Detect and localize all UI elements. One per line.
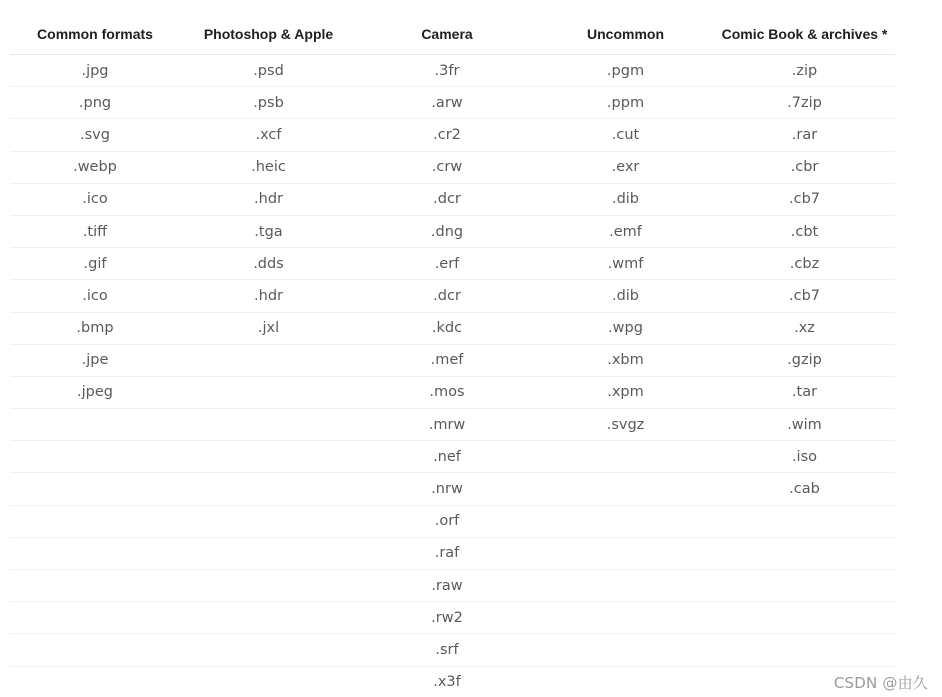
cell-common-formats: [10, 666, 180, 697]
cell-uncommon: .wpg: [537, 312, 714, 344]
table-row: [10, 602, 895, 634]
cell-photoshop-apple: .xcf: [180, 119, 357, 151]
table-row: [10, 344, 895, 376]
table-row: [10, 376, 895, 408]
cell-photoshop-apple: [180, 344, 357, 376]
cell-common-formats: .bmp: [10, 312, 180, 344]
table-row: [10, 280, 895, 312]
cell-comic-book-archives: .xz: [714, 312, 895, 344]
cell-uncommon: .emf: [537, 215, 714, 247]
cell-uncommon: [537, 537, 714, 569]
table-row: [10, 441, 895, 473]
cell-comic-book-archives: [714, 634, 895, 666]
table-row: [10, 215, 895, 247]
cell-photoshop-apple: [180, 376, 357, 408]
header-row: [10, 14, 895, 55]
cell-uncommon: [537, 602, 714, 634]
cell-common-formats: .ico: [10, 183, 180, 215]
cell-comic-book-archives: .wim: [714, 409, 895, 441]
cell-photoshop-apple: [180, 537, 357, 569]
cell-photoshop-apple: .psd: [180, 55, 357, 87]
cell-common-formats: [10, 409, 180, 441]
cell-photoshop-apple: .dds: [180, 248, 357, 280]
cell-camera: .rw2: [357, 602, 537, 634]
cell-uncommon: .dib: [537, 280, 714, 312]
table-row: [10, 570, 895, 602]
table-body: [10, 55, 895, 697]
header-photoshop-apple: Photoshop & Apple: [180, 14, 357, 55]
cell-photoshop-apple: [180, 505, 357, 537]
cell-common-formats: .ico: [10, 280, 180, 312]
cell-photoshop-apple: [180, 602, 357, 634]
cell-camera: .mos: [357, 376, 537, 408]
cell-common-formats: .tiff: [10, 215, 180, 247]
cell-photoshop-apple: [180, 409, 357, 441]
cell-uncommon: .xpm: [537, 376, 714, 408]
cell-common-formats: [10, 634, 180, 666]
cell-comic-book-archives: .7zip: [714, 87, 895, 119]
cell-comic-book-archives: [714, 602, 895, 634]
cell-uncommon: [537, 473, 714, 505]
cell-comic-book-archives: .cbr: [714, 151, 895, 183]
cell-comic-book-archives: .cbz: [714, 248, 895, 280]
cell-common-formats: [10, 505, 180, 537]
cell-camera: .nrw: [357, 473, 537, 505]
cell-comic-book-archives: [714, 537, 895, 569]
cell-comic-book-archives: .cb7: [714, 183, 895, 215]
cell-common-formats: .jpeg: [10, 376, 180, 408]
header-comic-book-archives: Comic Book & archives *: [714, 14, 895, 55]
header-uncommon: Uncommon: [537, 14, 714, 55]
formats-table: [10, 14, 895, 697]
cell-uncommon: [537, 666, 714, 697]
cell-comic-book-archives: .cab: [714, 473, 895, 505]
cell-comic-book-archives: .tar: [714, 376, 895, 408]
table-row: [10, 312, 895, 344]
header-camera: Camera: [357, 14, 537, 55]
cell-camera: .dng: [357, 215, 537, 247]
cell-camera: .nef: [357, 441, 537, 473]
cell-uncommon: [537, 505, 714, 537]
cell-common-formats: [10, 537, 180, 569]
cell-comic-book-archives: .gzip: [714, 344, 895, 376]
cell-camera: .cr2: [357, 119, 537, 151]
cell-camera: .3fr: [357, 55, 537, 87]
cell-camera: .orf: [357, 505, 537, 537]
cell-camera: .raw: [357, 570, 537, 602]
cell-camera: .raf: [357, 537, 537, 569]
cell-photoshop-apple: [180, 473, 357, 505]
cell-common-formats: .webp: [10, 151, 180, 183]
cell-common-formats: .jpe: [10, 344, 180, 376]
cell-photoshop-apple: .tga: [180, 215, 357, 247]
table-row: [10, 151, 895, 183]
cell-uncommon: .wmf: [537, 248, 714, 280]
cell-photoshop-apple: .hdr: [180, 280, 357, 312]
cell-photoshop-apple: .psb: [180, 87, 357, 119]
cell-comic-book-archives: .cbt: [714, 215, 895, 247]
cell-uncommon: .xbm: [537, 344, 714, 376]
cell-comic-book-archives: .cb7: [714, 280, 895, 312]
cell-comic-book-archives: .zip: [714, 55, 895, 87]
cell-common-formats: .jpg: [10, 55, 180, 87]
cell-uncommon: .ppm: [537, 87, 714, 119]
table-row: [10, 87, 895, 119]
cell-camera: .mef: [357, 344, 537, 376]
cell-comic-book-archives: .rar: [714, 119, 895, 151]
table-row: [10, 55, 895, 87]
cell-camera: .x3f: [357, 666, 537, 697]
table-row: [10, 505, 895, 537]
cell-uncommon: .pgm: [537, 55, 714, 87]
cell-uncommon: .cut: [537, 119, 714, 151]
cell-camera: .srf: [357, 634, 537, 666]
cell-uncommon: [537, 441, 714, 473]
table-row: [10, 248, 895, 280]
cell-camera: .dcr: [357, 183, 537, 215]
cell-common-formats: [10, 473, 180, 505]
cell-uncommon: .exr: [537, 151, 714, 183]
table-row: [10, 634, 895, 666]
table-row: [10, 409, 895, 441]
cell-common-formats: [10, 602, 180, 634]
cell-comic-book-archives: [714, 570, 895, 602]
header-common-formats: Common formats: [10, 14, 180, 55]
watermark: CSDN @由久: [833, 674, 928, 692]
cell-photoshop-apple: [180, 666, 357, 697]
cell-camera: .mrw: [357, 409, 537, 441]
cell-photoshop-apple: .heic: [180, 151, 357, 183]
cell-common-formats: .png: [10, 87, 180, 119]
cell-uncommon: .dib: [537, 183, 714, 215]
cell-photoshop-apple: [180, 441, 357, 473]
cell-photoshop-apple: .hdr: [180, 183, 357, 215]
cell-photoshop-apple: [180, 570, 357, 602]
cell-common-formats: [10, 570, 180, 602]
cell-comic-book-archives: [714, 505, 895, 537]
table-row: [10, 473, 895, 505]
table-row: [10, 119, 895, 151]
cell-common-formats: .gif: [10, 248, 180, 280]
table-header: [10, 14, 895, 55]
cell-camera: .crw: [357, 151, 537, 183]
cell-camera: .kdc: [357, 312, 537, 344]
cell-photoshop-apple: [180, 634, 357, 666]
cell-uncommon: [537, 570, 714, 602]
table-row: [10, 183, 895, 215]
cell-camera: .dcr: [357, 280, 537, 312]
cell-camera: .arw: [357, 87, 537, 119]
table-row: [10, 666, 895, 697]
cell-common-formats: .svg: [10, 119, 180, 151]
cell-common-formats: [10, 441, 180, 473]
cell-photoshop-apple: .jxl: [180, 312, 357, 344]
cell-uncommon: [537, 634, 714, 666]
cell-camera: .erf: [357, 248, 537, 280]
table-row: [10, 537, 895, 569]
cell-uncommon: .svgz: [537, 409, 714, 441]
cell-comic-book-archives: .iso: [714, 441, 895, 473]
